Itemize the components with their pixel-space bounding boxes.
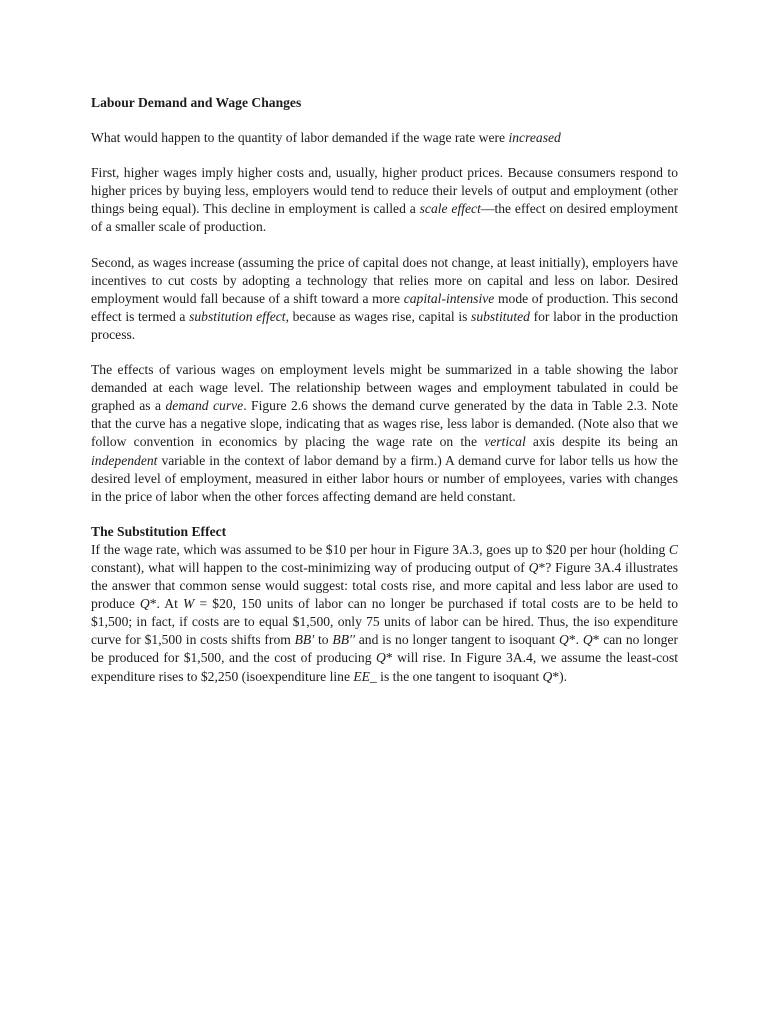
text-run: The effects of various wages on employment levels might be summarized in a table showing the labor demanded at each wage level. The relationship between wages and employment tabulated in could be graphed as a bbox=[91, 362, 678, 414]
question-emphasis: increased bbox=[508, 130, 561, 146]
substituted-term: substituted bbox=[471, 308, 530, 324]
math-symbol: Q bbox=[582, 632, 593, 648]
text-run: *. At bbox=[149, 596, 184, 612]
text-run: *? Figure 3A.4 illustrates the answer that common sense would suggest: total costs rise, and more capital and less labor are used to produce bbox=[91, 559, 678, 612]
substitution-effect-paragraph bbox=[91, 541, 678, 686]
text-run: axis despite its being an bbox=[525, 434, 678, 450]
text-run: constant), what will happen to the cost-minimizing way of producing output of bbox=[91, 559, 529, 575]
text-run: is the one tangent to isoquant bbox=[376, 668, 543, 684]
math-symbol: EE_ bbox=[353, 668, 377, 684]
vertical-term: vertical bbox=[484, 434, 526, 450]
text-run: *. bbox=[568, 632, 583, 648]
scale-effect-term: scale effect bbox=[419, 201, 481, 217]
math-symbol: Q bbox=[528, 559, 539, 575]
text-run: variable in the context of labor demand by a firm.) A demand curve for labor tells us how the desired level of employment, measured in either labor hours or number of employees, varies with changes in the price of labor when the other forces affecting demand are held constant. bbox=[91, 452, 678, 504]
text-run: Second, as wages increase (assuming the price of capital does not change, at least initially), employers have incentives to cut costs by adopting a technology that relies more on capital and less on labor. Desired employment would fall because of a shift toward a more bbox=[91, 254, 678, 306]
math-symbol: C bbox=[668, 541, 678, 557]
question-text: What would happen to the quantity of labor demanded if the wage rate were bbox=[91, 130, 509, 146]
math-symbol: Q bbox=[139, 596, 150, 612]
text-run: mode of production. This second effect is termed a bbox=[91, 290, 678, 324]
question-paragraph bbox=[91, 129, 678, 147]
text-run: . Figure 2.6 shows the demand curve generated by the data in Table 2.3. Note that the curve has a negative slope, indicating that as wages rise, less labor is demanded. (Note also that we follow convention in economics by placing the wage rate on the bbox=[91, 398, 679, 450]
demand-curve-paragraph bbox=[91, 361, 678, 506]
text-run: First, higher wages imply higher costs and, usually, higher product prices. Because consumers respond to higher prices by buying less, employers would tend to reduce their levels of output and employment (other things being equal). This decline in employment is called a bbox=[91, 165, 678, 217]
math-symbol: Q bbox=[376, 650, 386, 666]
section-heading: The Substitution Effect bbox=[91, 523, 227, 539]
text-run: = $20, 150 units of labor can no longer be purchased if total costs are to be held to $1,500; in fact, if costs are to equal $1,500, only 75 units of labor can be hired. Thus, the iso expenditure curve for $1,500 in costs shifts from bbox=[91, 596, 678, 648]
independent-term: independent bbox=[91, 452, 158, 468]
text-run: and is no longer tangent to isoquant bbox=[354, 632, 559, 648]
math-symbol: Q bbox=[558, 632, 569, 648]
text-run: * can no longer be produced for $1,500, and the cost of producing bbox=[91, 632, 679, 666]
text-run: If the wage rate, which was assumed to be $10 per hour in Figure 3A.3, goes up to $20 per hour (holding bbox=[91, 541, 669, 557]
page-title: Labour Demand and Wage Changes bbox=[91, 95, 302, 110]
text-run: *). bbox=[552, 668, 568, 684]
demand-curve-term: demand curve bbox=[165, 398, 244, 414]
math-symbol: BB′′ bbox=[332, 632, 355, 648]
text-run: to bbox=[314, 632, 333, 648]
capital-intensive-term: capital-intensive bbox=[403, 290, 495, 306]
text-run: * will rise. In Figure 3A.4, we assume the least-cost expenditure rises to $2,250 (isoexpenditure line bbox=[91, 650, 679, 684]
document-body bbox=[91, 94, 678, 686]
substitution-effect-term: substitution effect bbox=[189, 308, 286, 324]
math-symbol: BB′ bbox=[294, 632, 315, 648]
substitution-paragraph bbox=[91, 254, 678, 344]
scale-effect-paragraph bbox=[91, 164, 678, 236]
math-symbol: W bbox=[183, 596, 195, 612]
text-run: for labor in the production process. bbox=[91, 308, 678, 342]
math-symbol: Q bbox=[542, 668, 553, 684]
text-run: , because as wages rise, capital is bbox=[285, 308, 472, 324]
text-run: —the effect on desired employment of a smaller scale of production. bbox=[91, 201, 678, 235]
